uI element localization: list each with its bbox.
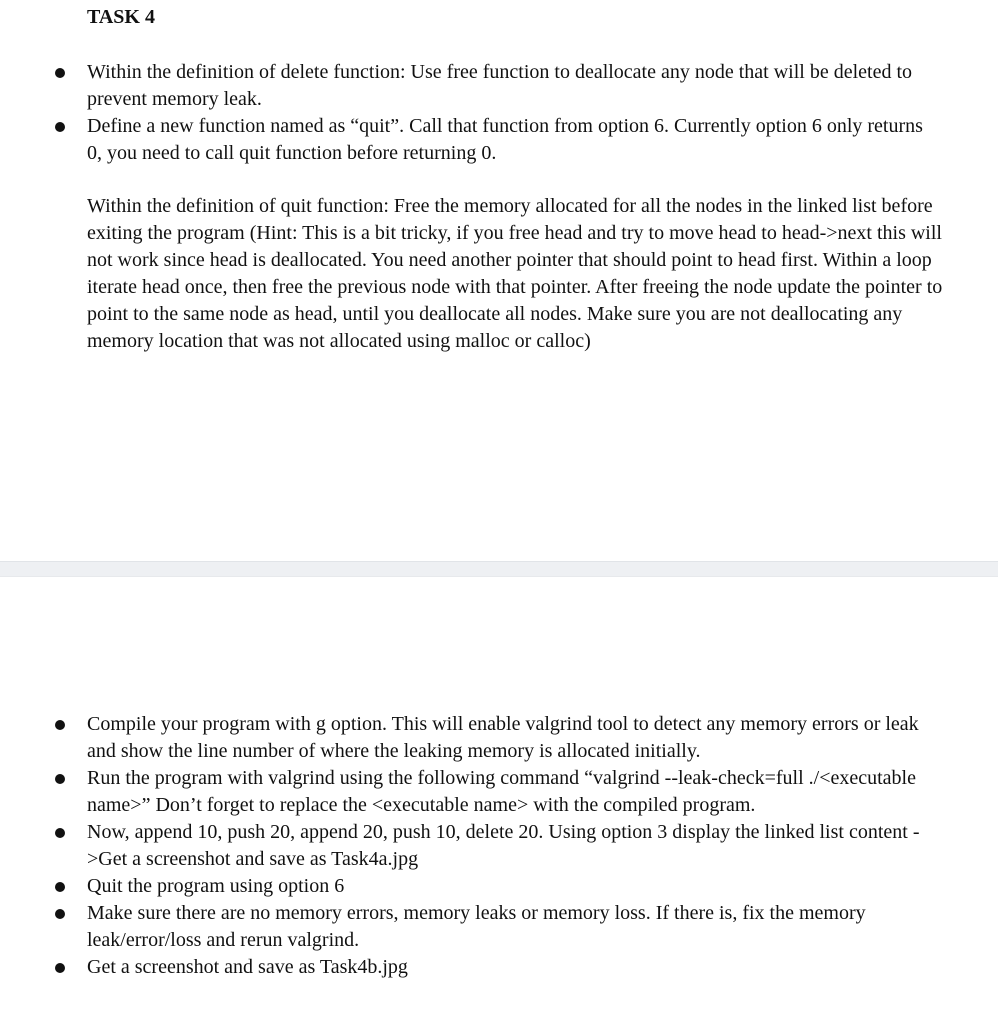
task-list-bottom bbox=[0, 711, 998, 981]
list-item-text: Make sure there are no memory errors, memory leaks or memory loss. If there is, fix the memory leak/error/loss and rerun valgrind. bbox=[87, 902, 866, 951]
task-list-top bbox=[0, 59, 998, 167]
task-title: TASK 4 bbox=[87, 6, 155, 28]
bullet-icon bbox=[55, 963, 65, 973]
list-item-text: Within the definition of delete function: Use free function to deallocate any node that will be deleted to prevent memory leak. bbox=[87, 61, 913, 110]
list-item-text: Get a screenshot and save as Task4b.jpg bbox=[87, 956, 408, 978]
list-item bbox=[0, 819, 998, 873]
list-item bbox=[0, 59, 998, 113]
bullet-icon bbox=[55, 909, 65, 919]
list-item-text: Quit the program using option 6 bbox=[87, 875, 345, 897]
list-item bbox=[0, 900, 998, 954]
bullet-icon bbox=[55, 882, 65, 892]
list-item bbox=[0, 765, 998, 819]
list-item bbox=[0, 113, 998, 167]
bullet-icon bbox=[55, 828, 65, 838]
bullet-icon bbox=[55, 122, 65, 132]
page-divider bbox=[0, 561, 998, 577]
list-item bbox=[0, 711, 998, 765]
list-item bbox=[0, 954, 998, 981]
list-item-text: Define a new function named as “quit”. Call that function from option 6. Currently option 6 only returns 0, you need to call quit function before returning 0. bbox=[87, 115, 923, 164]
list-item bbox=[0, 873, 998, 900]
list-item-text: Compile your program with g option. This will enable valgrind tool to detect any memory errors or leak and show the line number of where the leaking memory is allocated initially. bbox=[87, 713, 919, 762]
bullet-icon bbox=[55, 774, 65, 784]
list-item-text: Run the program with valgrind using the following command “valgrind --leak-check=full ./<executable name>” Don’t forget to replace the <executable name> with the compiled program. bbox=[87, 767, 916, 816]
list-item-text: Now, append 10, push 20, append 20, push 10, delete 20. Using option 3 display the linked list content ->Get a screenshot and save as Task4a.jpg bbox=[87, 821, 920, 870]
bullet-icon bbox=[55, 68, 65, 78]
bullet-icon bbox=[55, 720, 65, 730]
quit-function-paragraph: Within the definition of quit function: Free the memory allocated for all the nodes in the linked list before exiting the program (Hint: This is a bit tricky, if you free head and try to move head to head->next this will not work since head is deallocated. You need another pointer that should point to head first. Within a loop iterate head once, then free the previous node with that pointer. After freeing the node update the pointer to point to the same node as head, until you deallocate all nodes. Make sure you are not deallocating any memory location that was not allocated using malloc or calloc) bbox=[87, 195, 943, 352]
